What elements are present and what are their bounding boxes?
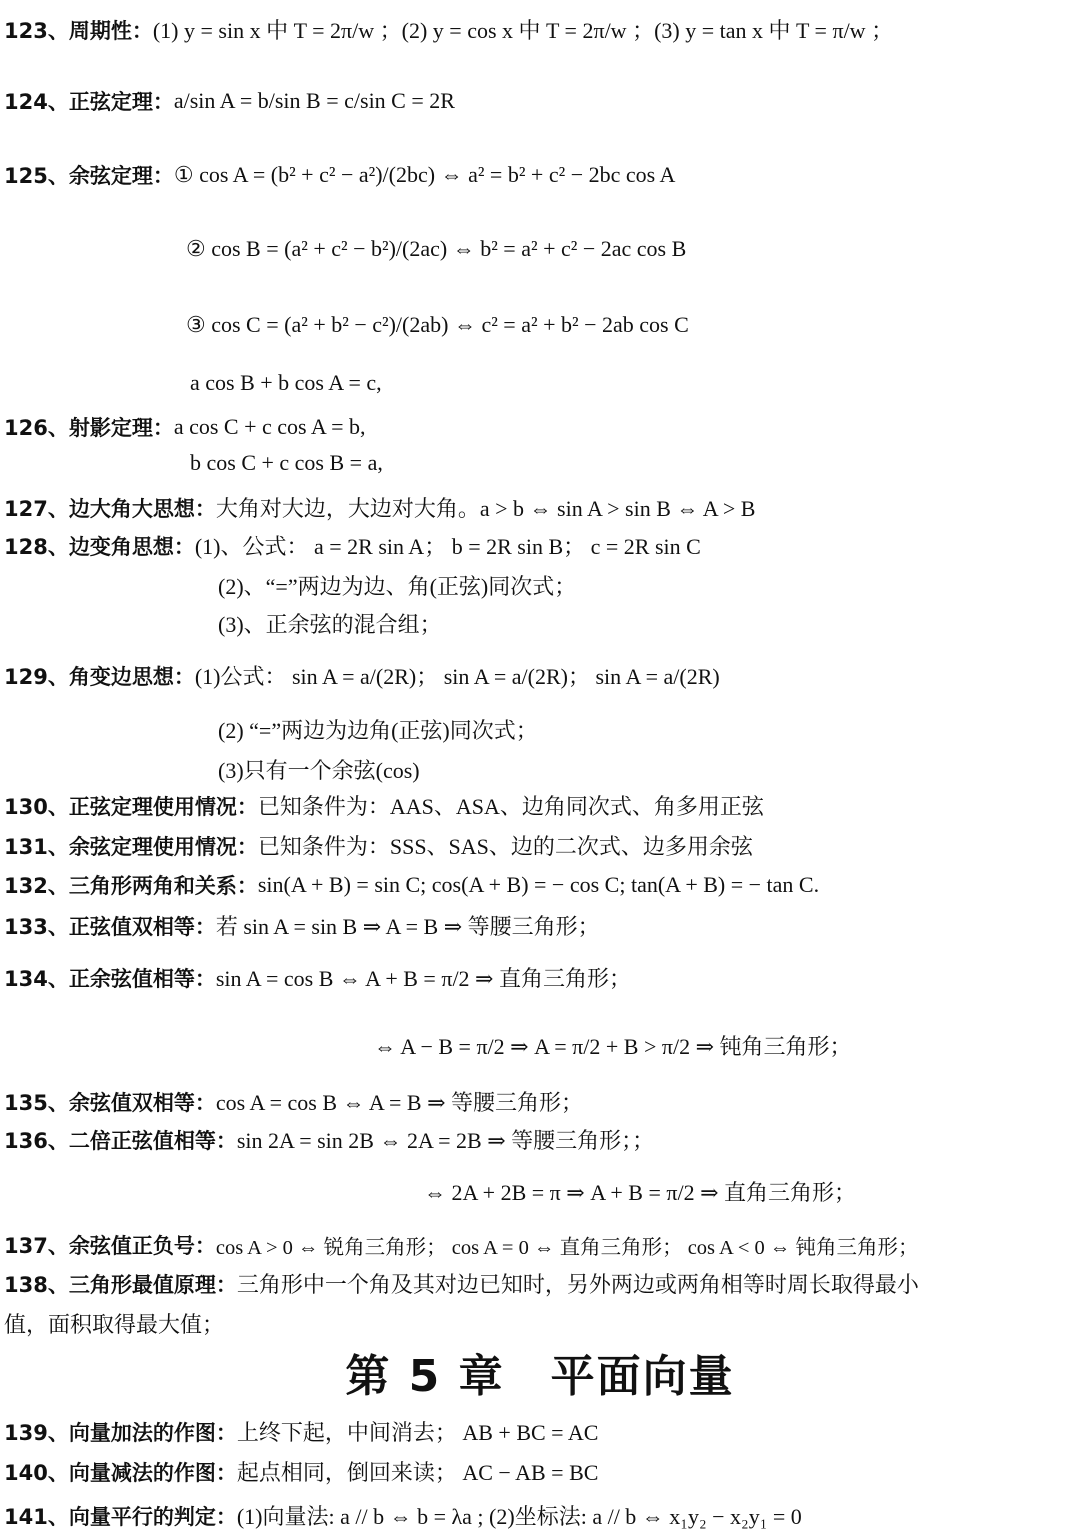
item-number: 139、: [4, 1420, 69, 1445]
item-number: 134、: [4, 966, 69, 991]
item-body: 大角对大边，大边对大角。a > b ⇔ sin A > sin B ⇔ A > B: [215, 496, 756, 521]
item-body: sin A = cos B ⇔ A + B = π/2 ⇒ 直角三角形；: [215, 966, 631, 991]
item-body: 起点相同，倒回来读； AC − AB = BC: [236, 1460, 599, 1485]
item-heading: 三角形两角和关系：: [68, 874, 258, 898]
item-129: [4, 660, 1072, 691]
item-123: [4, 14, 1072, 45]
item-127: [4, 492, 1072, 523]
item-body: (1)、公式： a = 2R sin A； b = 2R sin B； c = 2R sin C: [194, 534, 701, 559]
item-preline: a cos B + b cos A = c,: [190, 370, 382, 395]
item-131: [4, 830, 1072, 861]
item-heading: 正弦值双相等：: [68, 914, 216, 939]
item-heading: 周期性：: [68, 18, 153, 43]
item-body: 三角形中一个角及其对边已知时，另外两边或两角相等时周长取得最小: [236, 1272, 919, 1297]
item-body: sin 2A = sin 2B ⇔ 2A = 2B ⇒ 等腰三角形；；: [236, 1128, 655, 1153]
item-heading: 余弦定理：: [68, 164, 174, 188]
item-body: a cos C + c cos A = b,: [173, 414, 366, 439]
item-body: 若 sin A = sin B ⇒ A = B ⇒ 等腰三角形；: [215, 914, 600, 939]
item-heading: 二倍正弦值相等：: [68, 1128, 237, 1153]
item-132: [4, 870, 1072, 900]
item-number: 125、: [4, 164, 69, 188]
item-137: [4, 1230, 1072, 1260]
item-number: 135、: [4, 1090, 69, 1115]
item-138: [4, 1268, 1072, 1299]
item-body: 已知条件为：SSS、SAS、边的二次式、边多用余弦: [257, 834, 753, 859]
item-number: 126、: [4, 416, 69, 440]
item-continuation: (3)、正余弦的混合组；: [218, 612, 442, 637]
item-number: 137、: [4, 1234, 69, 1258]
item-number: 132、: [4, 874, 69, 898]
item-continuation: (2)、“=”两边为边、角(正弦)同次式；: [218, 574, 577, 599]
item-body: cos A > 0 ⇔ 锐角三角形； cos A = 0 ⇔ 直角三角形； cos A < 0 ⇔ 钝角三角形；: [215, 1237, 919, 1259]
item-number: 133、: [4, 914, 69, 939]
item-body: sin(A + B) = sin C; cos(A + B) = − cos C; tan(A + B) = − tan C.: [257, 872, 820, 897]
item-body: cos A = cos B ⇔ A = B ⇒ 等腰三角形；: [215, 1090, 584, 1115]
chapter-title: 第 5 章 平面向量: [345, 1351, 735, 1402]
item-body: 已知条件为：AAS、ASA、边角同次式、角多用正弦: [257, 794, 764, 819]
item-135: [4, 1086, 1072, 1117]
item-continuation: b cos C + c cos B = a,: [190, 450, 383, 475]
item-heading: 三角形最值原理：: [68, 1272, 237, 1297]
item-continuation: ② cos B = (a² + c² − b²)/(2ac) ⇔ b² = a² + c² − 2ac cos B: [186, 236, 687, 261]
item-body: ① cos A = (b² + c² − a²)/(2bc) ⇔ a² = b² + c² − 2bc cos A: [173, 162, 676, 187]
item-body: a/sin A = b/sin B = c/sin C = 2R: [173, 88, 455, 113]
item-continuation: ⇔ 2A + 2B = π ⇒ A + B = π/2 ⇒ 直角三角形；: [424, 1180, 857, 1205]
item-heading: 正余弦值相等：: [68, 966, 216, 991]
item-number: 136、: [4, 1128, 69, 1153]
item-141: [4, 1500, 1072, 1531]
item-body: (1)公式： sin A = a/(2R)； sin A = a/(2R)； sin A = a/(2R): [194, 664, 720, 689]
item-body: (1)向量法: a // b ⇔ b = λa ; (2)坐标法: a // b ⇔ x₁y₂ − x₂y₁ = 0: [236, 1504, 802, 1529]
item-number: 124、: [4, 90, 69, 114]
item-126: [4, 412, 1072, 442]
item-128: [4, 530, 1072, 561]
item-number: 127、: [4, 496, 69, 521]
item-number: 131、: [4, 834, 69, 859]
item-136: [4, 1124, 1072, 1155]
item-134: [4, 962, 1072, 993]
item-130: [4, 790, 1072, 821]
item-124: [4, 86, 1072, 116]
item-140: [4, 1456, 1072, 1487]
item-number: 128、: [4, 534, 69, 559]
item-continuation: (2) “=”两边为边角(正弦)同次式；: [218, 718, 538, 743]
item-body: (1) y = sin x 中 T = 2π/w ；(2) y = cos x 中 T = 2π/w ；(3) y = tan x 中 T = π/w ；: [152, 18, 894, 43]
item-number: 138、: [4, 1272, 69, 1297]
item-heading: 正弦定理使用情况：: [68, 794, 258, 819]
item-133: [4, 910, 1072, 941]
item-continuation: ③ cos C = (a² + b² − c²)/(2ab) ⇔ c² = a² + b² − 2ab cos C: [186, 312, 689, 337]
item-heading: 角变边思想：: [68, 664, 195, 689]
item-continuation: 值，面积取得最大值；: [4, 1312, 225, 1337]
item-heading: 向量减法的作图：: [68, 1460, 237, 1485]
item-heading: 余弦定理使用情况：: [68, 834, 258, 859]
item-continuation: ⇔ A − B = π/2 ⇒ A = π/2 + B > π/2 ⇒ 钝角三角形；: [374, 1034, 852, 1059]
item-125: [4, 160, 1072, 190]
item-heading: 边变角思想：: [68, 534, 195, 559]
item-139: [4, 1416, 1072, 1447]
item-number: 123、: [4, 18, 69, 43]
item-heading: 射影定理：: [68, 416, 174, 440]
item-heading: 向量加法的作图：: [68, 1420, 237, 1445]
item-heading: 正弦定理：: [68, 90, 174, 114]
item-number: 130、: [4, 794, 69, 819]
item-heading: 余弦值正负号：: [68, 1234, 216, 1258]
item-heading: 向量平行的判定：: [68, 1504, 237, 1529]
item-number: 141、: [4, 1504, 69, 1529]
item-number: 140、: [4, 1460, 69, 1485]
item-heading: 边大角大思想：: [68, 496, 216, 521]
item-heading: 余弦值双相等：: [68, 1090, 216, 1115]
item-body: 上终下起，中间消去； AB + BC = AC: [236, 1420, 599, 1445]
item-number: 129、: [4, 664, 69, 689]
item-continuation: (3)只有一个余弦(cos): [218, 758, 420, 783]
